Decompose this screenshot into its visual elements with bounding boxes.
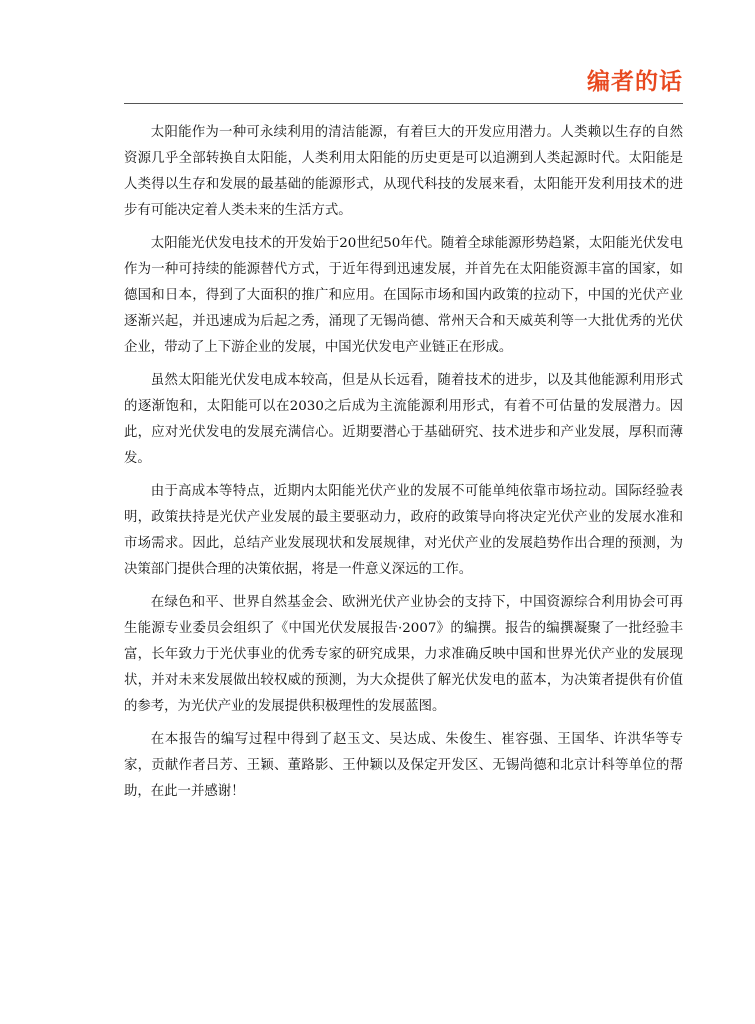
title-divider bbox=[124, 103, 683, 104]
paragraph-5: 在绿色和平、世界自然基金会、欧洲光伏产业协会的支持下，中国资源综合利用协会可再生能源专业委员会组织了《中国光伏发展报告·2007》的编撰。报告的编撰凝聚了一批经验丰富，长年致力于光伏事业的优秀专家的研究成果，力求准确反映中国和世界光伏产业的发展现状，并对未来发展做出较权威的预测，为大众提供了解光伏发电的蓝本，为决策者提供有价值的参考，为光伏产业的发展提供积极理性的发展蓝图。 bbox=[124, 595, 683, 714]
page-title: 编者的话 bbox=[587, 68, 683, 95]
paragraph-4: 由于高成本等特点，近期内太阳能光伏产业的发展不可能单纯依靠市场拉动。国际经验表明，政策扶持是光伏产业发展的最主要驱动力，政府的政策导向将决定光伏产业的发展水准和市场需求。因此，总结产业发展现状和发展规律，对光伏产业的发展趋势作出合理的预测，为决策部门提供合理的决策依据，将是一件意义深远的工作。 bbox=[124, 484, 683, 577]
paragraph-6: 在本报告的编写过程中得到了赵玉文、吴达成、朱俊生、崔容强、王国华、许洪华等专家，贡献作者吕芳、王颖、董路影、王仲颖以及保定开发区、无锡尚德和北京计科等单位的帮助，在此一并感谢！ bbox=[124, 732, 683, 799]
paragraph-2: 太阳能光伏发电技术的开发始于20世纪50年代。随着全球能源形势趋紧，太阳能光伏发电作为一种可持续的能源替代方式，于近年得到迅速发展，并首先在太阳能资源丰富的国家，如德国和日本，得到了大面积的推广和应用。在国际市场和国内政策的拉动下，中国的光伏产业逐渐兴起，并迅速成为后起之秀，涌现了无锡尚德、常州天合和天威英利等一大批优秀的光伏企业，带动了上下游企业的发展，中国光伏发电产业链正在形成。 bbox=[124, 236, 683, 355]
body-text bbox=[124, 120, 683, 812]
paragraph-3: 虽然太阳能光伏发电成本较高，但是从长远看，随着技术的进步，以及其他能源利用形式的逐渐饱和，太阳能可以在2030之后成为主流能源利用形式，有着不可估量的发展潜力。因此，应对光伏发电的发展充满信心。近期要潜心于基础研究、技术进步和产业发展，厚积而薄发。 bbox=[124, 373, 683, 466]
paragraph-1: 太阳能作为一种可永续利用的清洁能源，有着巨大的开发应用潜力。人类赖以生存的自然资源几乎全部转换自太阳能，人类利用太阳能的历史更是可以追溯到人类起源时代。太阳能是人类得以生存和发展的最基础的能源形式，从现代科技的发展来看，太阳能开发利用技术的进步有可能决定着人类未来的生活方式。 bbox=[124, 125, 683, 218]
